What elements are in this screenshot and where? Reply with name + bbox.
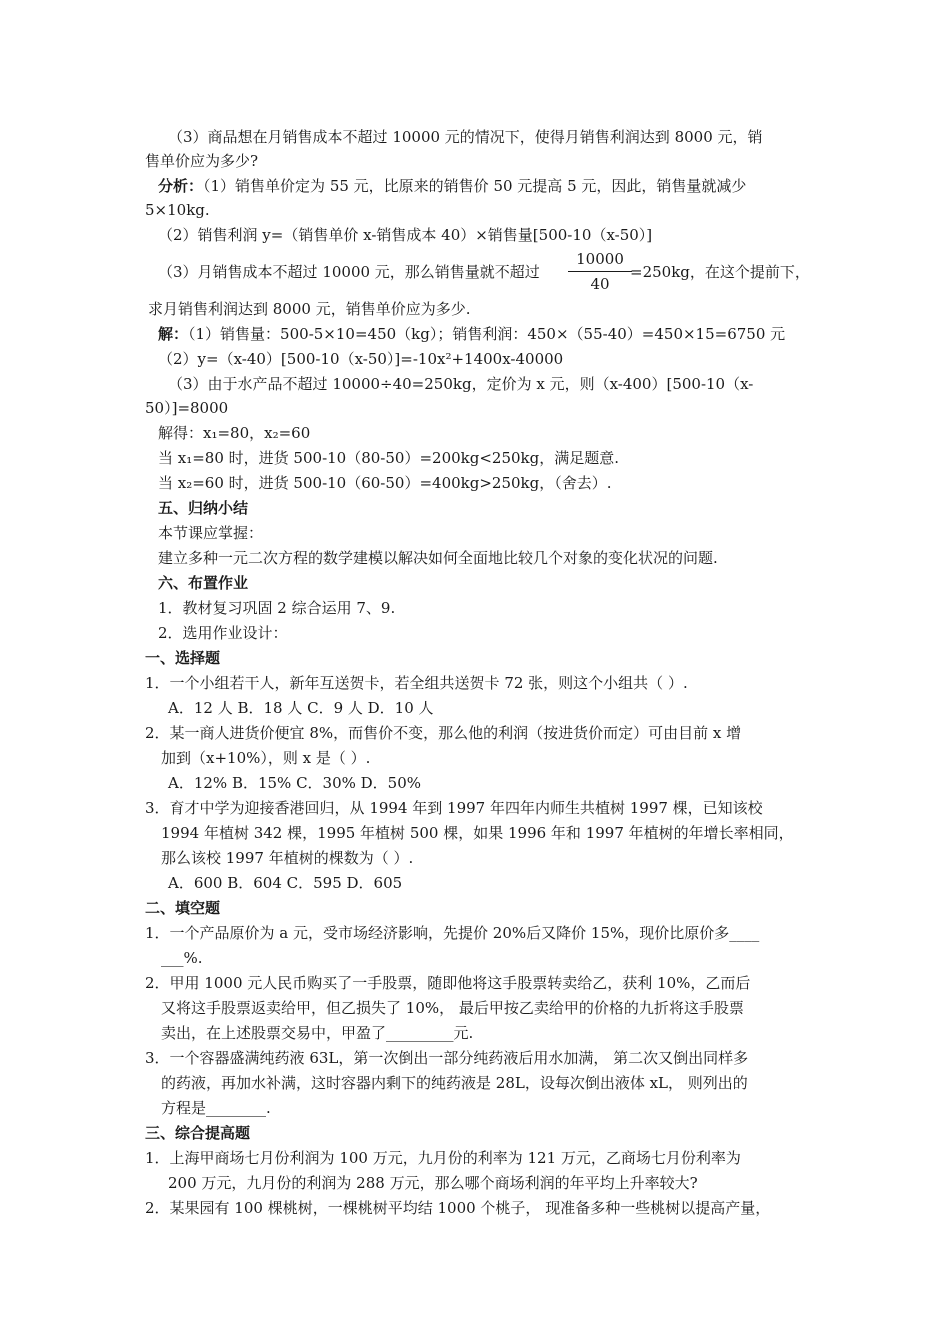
section5-line1: 本节课应掌握： — [158, 524, 264, 542]
fraction-10000-over-40 — [568, 248, 632, 295]
fraction-bar — [568, 271, 632, 272]
fraction-denominator: 40 — [590, 275, 610, 293]
solve-roots: 解得：x₁=80，x₂=60 — [158, 424, 311, 442]
comp-q1-line2: 200 万元，九月份的利润为 288 万元，那么哪个商场利润的年平均上升率较大? — [168, 1174, 698, 1192]
analysis-3-pre: （3）月销售成本不超过 10000 元，那么销售量就不超过 — [158, 263, 540, 281]
choice-q2-line2: 加到（x+10%），则 x 是（ ）. — [161, 749, 371, 767]
section6-title: 六、布置作业 — [158, 574, 249, 592]
check-1: 当 x₁=80 时，进货 500-10（80-50）=200kg<250kg，满足题意. — [158, 449, 620, 467]
analysis-line1 — [158, 175, 746, 197]
analysis-label: 分析： — [158, 177, 204, 195]
fill-q1-line1: 1．一个产品原价为 a 元，受市场经济影响，先提价 20%后又降价 15%，现价比原价多____ — [145, 924, 760, 942]
choice-q2-line1: 2．某一商人进货价便宜 8%，而售价不变，那么他的利润（按进货价而定）可由目前 x 增 — [145, 724, 742, 742]
choice-q1: 1．一个小组若干人，新年互送贺卡，若全组共送贺卡 72 张，则这个小组共（ ）. — [145, 674, 688, 692]
homework-1: 1．教材复习巩固 2 综合运用 7、9. — [158, 599, 396, 617]
fill-q3-line1: 3．一个容器盛满纯药液 63L，第一次倒出一部分纯药液后用水加满， 第二次又倒出同样多 — [145, 1049, 749, 1067]
q3-line2: 售单价应为多少? — [145, 152, 259, 170]
fill-q2-line1: 2．甲用 1000 元人民币购买了一手股票，随即他将这手股票转卖给乙，获利 10%，乙而后 — [145, 974, 751, 992]
choice-q3-options: A．600 B．604 C．595 D．605 — [168, 874, 403, 892]
solution-3b: 50）]=8000 — [145, 399, 229, 417]
fill-q2-line3: 卖出，在上述股票交易中，甲盈了_________元. — [161, 1024, 474, 1042]
choice-q3-line2: 1994 年植树 342 棵，1995 年植树 500 棵，如果 1996 年和 1997 年植树的年增长率相同， — [161, 824, 794, 842]
fill-q1-line2: ___%. — [161, 949, 203, 967]
solution-2: （2）y=（x-40）[500-10（x-50）]=-10x²+1400x-40000 — [158, 350, 564, 368]
solution-1: （1）销售量：500-5×10=450（kg）；销售利润：450×（55-40）=450×15=6750 元 — [188, 325, 786, 343]
solution-line1 — [158, 323, 785, 345]
check-2: 当 x₂=60 时，进货 500-10（60-50）=400kg>250kg，（舍去）. — [158, 474, 612, 492]
analysis-3b: 求月销售利润达到 8000 元，销售单价应为多少. — [148, 300, 471, 318]
section5-title: 五、归纳小结 — [158, 499, 249, 517]
solution-3a: （3）由于水产品不超过 10000÷40=250kg，定价为 x 元，则（x-400）[500-10（x- — [168, 375, 754, 393]
comp-q2-line1: 2．某果园有 100 棵桃树，一棵桃树平均结 1000 个桃子， 现准备多种一些桃树以提高产量， — [145, 1199, 771, 1217]
choice-q3-line1: 3．育才中学为迎接香港回归，从 1994 年到 1997 年四年内师生共植树 1997 棵，已知该校 — [145, 799, 763, 817]
homework-2: 2．选用作业设计： — [158, 624, 288, 642]
choice-q2-options: A．12% B．15% C．30% D．50% — [168, 774, 422, 792]
fraction-numerator: 10000 — [576, 250, 624, 268]
section5-line2: 建立多种一元二次方程的数学建模以解决如何全面地比较几个对象的变化状况的问题. — [158, 549, 718, 567]
choice-q3-line3: 那么该校 1997 年植树的棵数为（ ）. — [161, 849, 414, 867]
analysis-2: （2）销售利润 y=（销售单价 x-销售成本 40）×销售量[500-10（x-50）] — [158, 226, 653, 244]
analysis-3-post: =250kg，在这个提前下， — [630, 263, 810, 281]
fill-q3-line3: 方程是________. — [161, 1099, 271, 1117]
fill-q2-line2: 又将这手股票返卖给甲，但乙损失了 10%， 最后甲按乙卖给甲的价格的九折将这手股票 — [161, 999, 744, 1017]
fill-title: 二、填空题 — [145, 899, 221, 917]
analysis-1b: 5×10kg. — [145, 201, 210, 219]
q3-line1: （3）商品想在月销售成本不超过 10000 元的情况下，使得月销售利润达到 8000 元，销 — [168, 128, 763, 146]
solution-label: 解： — [158, 325, 189, 343]
fill-q3-line2: 的药液，再加水补满，这时容器内剩下的纯药液是 28L，设每次倒出液体 xL， 则列出的 — [161, 1074, 748, 1092]
choice-q1-options: A．12 人 B．18 人 C．9 人 D．10 人 — [168, 699, 434, 717]
analysis-1a: （1）销售单价定为 55 元，比原来的销售价 50 元提高 5 元，因此，销售量就减少 — [203, 177, 747, 195]
comp-q1-line1: 1．上海甲商场七月份利润为 100 万元，九月份的利率为 121 万元，乙商场七月份利率为 — [145, 1149, 741, 1167]
comprehensive-title: 三、综合提高题 — [145, 1124, 251, 1142]
choice-title: 一、选择题 — [145, 649, 221, 667]
